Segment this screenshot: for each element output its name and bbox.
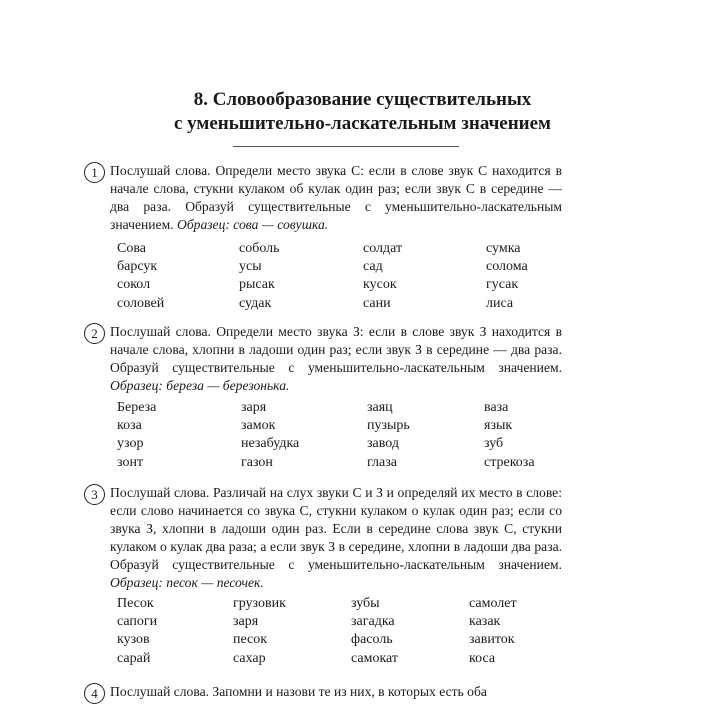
word: песок (233, 632, 268, 648)
word: сапоги (117, 614, 158, 630)
word: сокол (117, 277, 151, 293)
word-row (117, 258, 587, 276)
word: гусак (486, 277, 519, 293)
word-row (117, 613, 587, 631)
word: завод (367, 436, 399, 452)
task-4 (84, 683, 562, 701)
word: пузырь (367, 418, 410, 434)
word: солома (486, 259, 528, 275)
word: глаза (367, 454, 397, 470)
word: коза (117, 418, 142, 434)
word: коса (469, 650, 496, 666)
task-2 (84, 323, 562, 395)
word: Сова (117, 241, 146, 256)
word: стрекоза (484, 454, 535, 470)
word-row (117, 417, 587, 435)
word: завиток (469, 632, 515, 648)
title-underline (233, 146, 459, 147)
word: лиса (486, 295, 514, 311)
word-grid-1 (117, 240, 587, 313)
title-line-2: с уменьшительно-ласкательным значением (174, 113, 551, 134)
word: зуб (484, 436, 504, 452)
word: фасоль (351, 632, 393, 648)
word-row (117, 650, 587, 668)
word-row (117, 454, 587, 472)
word: сарай (117, 650, 151, 666)
word-row (117, 240, 587, 258)
task-text: Послушай слова. Определи место звука С: если в слове звук С находится в начале слова, стукни кулаком об кулак один раз; если звук С в середине — два раза. Образуй существительные с уменьшительно-ласкательным значением. (110, 163, 562, 232)
word: замок (241, 418, 276, 434)
task-instructions (110, 162, 562, 234)
word: загадка (351, 614, 395, 630)
task-number: 3 (84, 484, 105, 505)
task-number: 1 (84, 162, 105, 183)
word: самолет (469, 596, 517, 611)
word: барсук (117, 259, 158, 275)
task-instructions (110, 484, 562, 592)
task-number: 4 (84, 683, 105, 704)
word: сад (363, 259, 383, 275)
word-row (117, 631, 587, 649)
word: заря (241, 400, 267, 415)
word: кузов (117, 632, 150, 648)
word: кусок (363, 277, 397, 293)
task-example: Образец: береза — березонька. (110, 378, 290, 393)
word: незабудка (241, 436, 300, 452)
word: зонт (117, 454, 144, 470)
task-number: 2 (84, 323, 105, 344)
word: зубы (351, 596, 380, 611)
word: усы (239, 259, 262, 275)
word: заря (233, 614, 259, 630)
word-row (117, 295, 587, 313)
word: рысак (239, 277, 275, 293)
word-grid-2 (117, 399, 587, 472)
word: солдат (363, 241, 403, 256)
word-grid-3 (117, 595, 587, 668)
word: заяц (367, 400, 393, 415)
task-example: Образец: сова — совушка. (177, 217, 329, 232)
word: ваза (484, 400, 509, 415)
task-instructions (110, 683, 562, 701)
word: Песок (117, 596, 154, 611)
task-example: Образец: песок — песочек. (110, 575, 264, 590)
task-text: Послушай слова. Запомни и назови те из них, в которых есть оба (110, 684, 487, 699)
page-title (0, 88, 725, 136)
task-1 (84, 162, 562, 234)
word: сани (363, 295, 391, 311)
task-text: Послушай слова. Различай на слух звуки С и З и определяй их место в слове: если слово начинается со звука С, стукни кулаком о кулак один раз; если со звука З, хлопни в ладоши один раз. Если в середине слова звук С, стукни кулаком о кулак два раза; а если звук З в середине, хлопни в ладоши два раза. Образуй существительные с уменьшительно-ласкательным значением. (110, 485, 562, 572)
word: судак (239, 295, 272, 311)
word: Береза (117, 400, 157, 415)
task-3 (84, 484, 562, 592)
word: самокат (351, 650, 399, 666)
word: соболь (239, 241, 280, 256)
word: газон (241, 454, 273, 470)
task-text: Послушай слова. Определи место звука З: если в слове звук З находится в начале слова, хлопни в ладоши один раз; если звук З в середине — два раза. Образуй существительные с уменьшительно-ласкательным значением. (110, 324, 562, 375)
word-row (117, 435, 587, 453)
title-line-1: 8. Словообразование существительных (193, 89, 532, 110)
word: казак (469, 614, 501, 630)
word-row (117, 276, 587, 294)
word-row (117, 595, 587, 613)
word: сумка (486, 241, 521, 256)
word: язык (484, 418, 513, 434)
task-instructions (110, 323, 562, 395)
word: грузовик (233, 596, 286, 611)
word: сахар (233, 650, 266, 666)
word-row (117, 399, 587, 417)
word: соловей (117, 295, 165, 311)
word: узор (117, 436, 144, 452)
